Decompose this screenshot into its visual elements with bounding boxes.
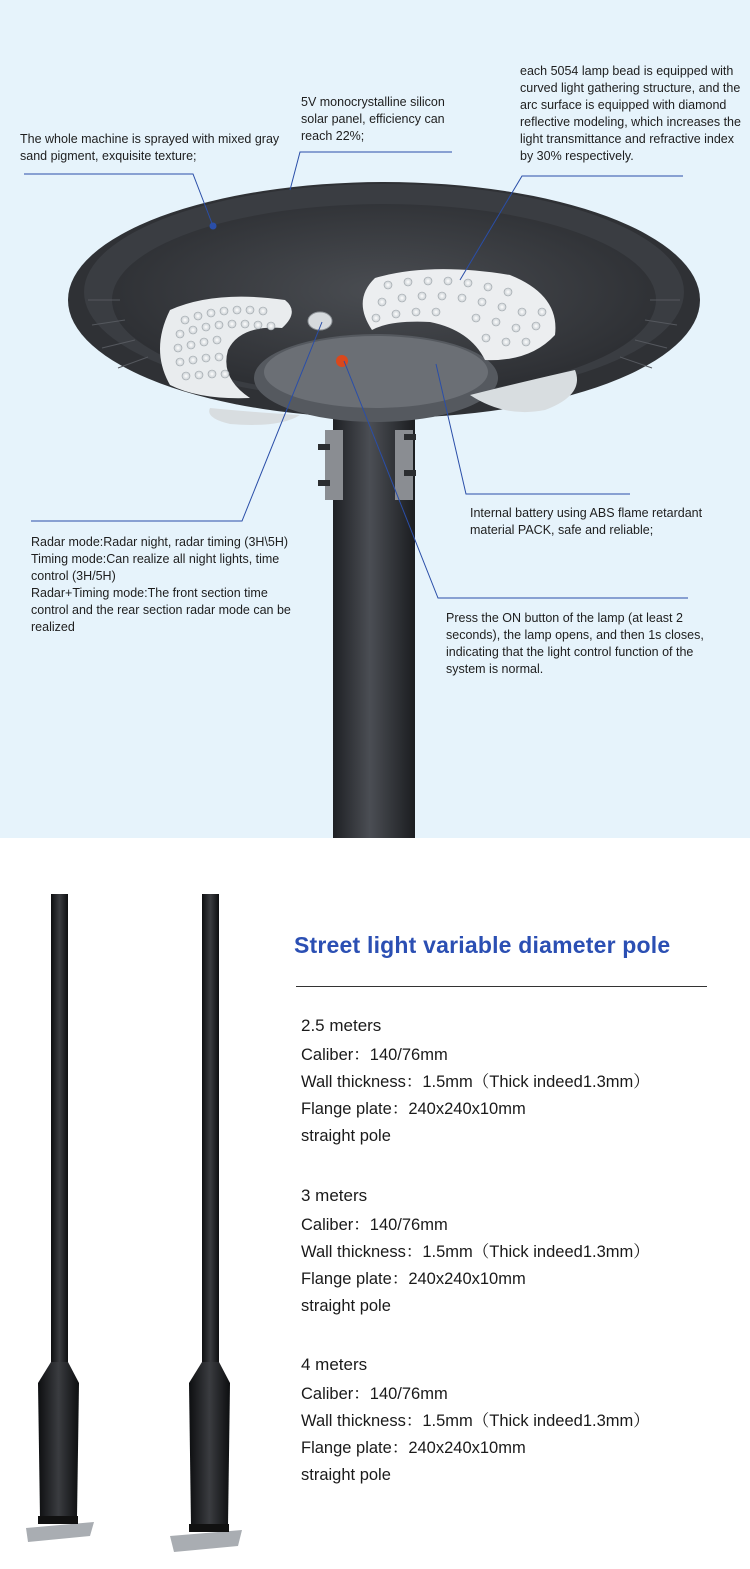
spec-flange: Flange plate：240x240x10mm [301, 1100, 526, 1118]
spec-flange: Flange plate：240x240x10mm [301, 1270, 526, 1288]
spec-block-3m [301, 1186, 721, 1320]
mode-radar: Radar mode:Radar night, radar timing (3H\5H) [31, 535, 289, 549]
annotation-button: Press the ON button of the lamp (at least 2 seconds), the lamp opens, and then 1s closes, indicating that the light control function of the system is normal. [446, 611, 704, 676]
pole-spec-section [0, 838, 750, 1569]
spec-wall: Wall thickness：1.5mm（Thick indeed1.3mm） [301, 1073, 650, 1091]
spec-wall: Wall thickness：1.5mm（Thick indeed1.3mm） [301, 1412, 650, 1430]
pole-section-title: Street light variable diameter pole [294, 932, 671, 958]
spec-height: 4 meters [301, 1355, 368, 1374]
mode-timing: Timing mode:Can realize all night lights, time control (3H/5H) [31, 552, 280, 583]
mode-radar-timing: Radar+Timing mode:The front section time control and the rear section radar mode can be realized [31, 586, 291, 634]
pole-left [26, 894, 94, 1542]
annotation-lamp-bead: each 5054 lamp bead is equipped with curved light gathering structure, and the arc surface is equipped with diamond reflective modeling, which increases the light transmittance and refractive index by 30% respectively. [520, 64, 741, 163]
annotation-housing: The whole machine is sprayed with mixed gray sand pigment, exquisite texture; [20, 132, 280, 163]
spec-caliber: Caliber：140/76mm [301, 1385, 448, 1403]
spec-block-4m [301, 1355, 721, 1489]
spec-caliber: Caliber：140/76mm [301, 1216, 448, 1234]
spec-block-2-5m [301, 1016, 721, 1150]
spec-height: 2.5 meters [301, 1016, 382, 1035]
title-divider [296, 986, 707, 987]
spec-type: straight pole [301, 1297, 391, 1315]
spec-type: straight pole [301, 1127, 391, 1145]
annotation-battery: Internal battery using ABS flame retardant material PACK, safe and reliable; [470, 506, 703, 537]
annotation-solar-panel: 5V monocrystalline silicon solar panel, efficiency can reach 22%; [301, 95, 445, 143]
spec-wall: Wall thickness：1.5mm（Thick indeed1.3mm） [301, 1243, 650, 1261]
spec-type: straight pole [301, 1466, 391, 1484]
annotation-modes [31, 534, 306, 636]
spec-height: 3 meters [301, 1186, 368, 1205]
spec-flange: Flange plate：240x240x10mm [301, 1439, 526, 1457]
leader-dot [210, 223, 217, 230]
poles-illustration [0, 838, 280, 1569]
spec-caliber: Caliber：140/76mm [301, 1046, 448, 1064]
pole-right [170, 894, 242, 1552]
